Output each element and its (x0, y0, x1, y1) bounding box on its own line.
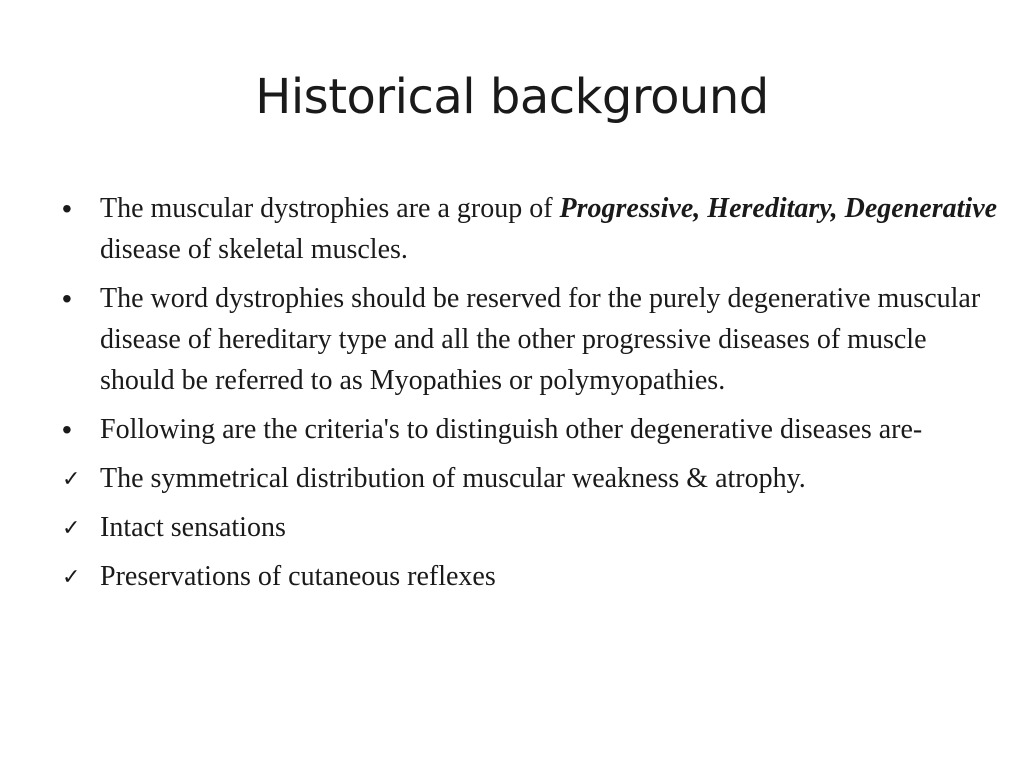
slide-title: Historical background (255, 69, 769, 125)
checkmark-icon: ✓ (62, 565, 81, 590)
list-item (62, 507, 1002, 548)
bullet-icon: • (62, 193, 72, 224)
checkmark-icon: ✓ (62, 516, 81, 541)
bullet-icon: • (62, 414, 72, 445)
bullet-list (62, 188, 1002, 605)
list-item (62, 458, 1002, 499)
item-text: Intact sensations (100, 512, 286, 543)
list-item (62, 278, 1002, 401)
item-text-before: The muscular dystrophies are a group of (100, 193, 560, 224)
item-text: The symmetrical distribution of muscular weakness & atrophy. (100, 463, 806, 494)
item-text-after: disease of skeletal muscles. (100, 234, 408, 265)
item-text: Following are the criteria's to distinguish other degenerative diseases are- (100, 414, 923, 445)
item-text: Preservations of cutaneous reflexes (100, 561, 496, 592)
list-item (62, 188, 1002, 270)
bullet-icon: • (62, 283, 72, 314)
item-emphasis: Progressive, Hereditary, Degenerative (559, 193, 998, 224)
checkmark-icon: ✓ (62, 467, 81, 492)
list-item (62, 556, 1002, 597)
item-text: The word dystrophies should be reserved for the purely degenerative muscular disease of hereditary type and all the other progressive diseases of muscle should be referred to as Myopathies or polymyopathies. (100, 283, 981, 396)
list-item (62, 409, 1002, 450)
